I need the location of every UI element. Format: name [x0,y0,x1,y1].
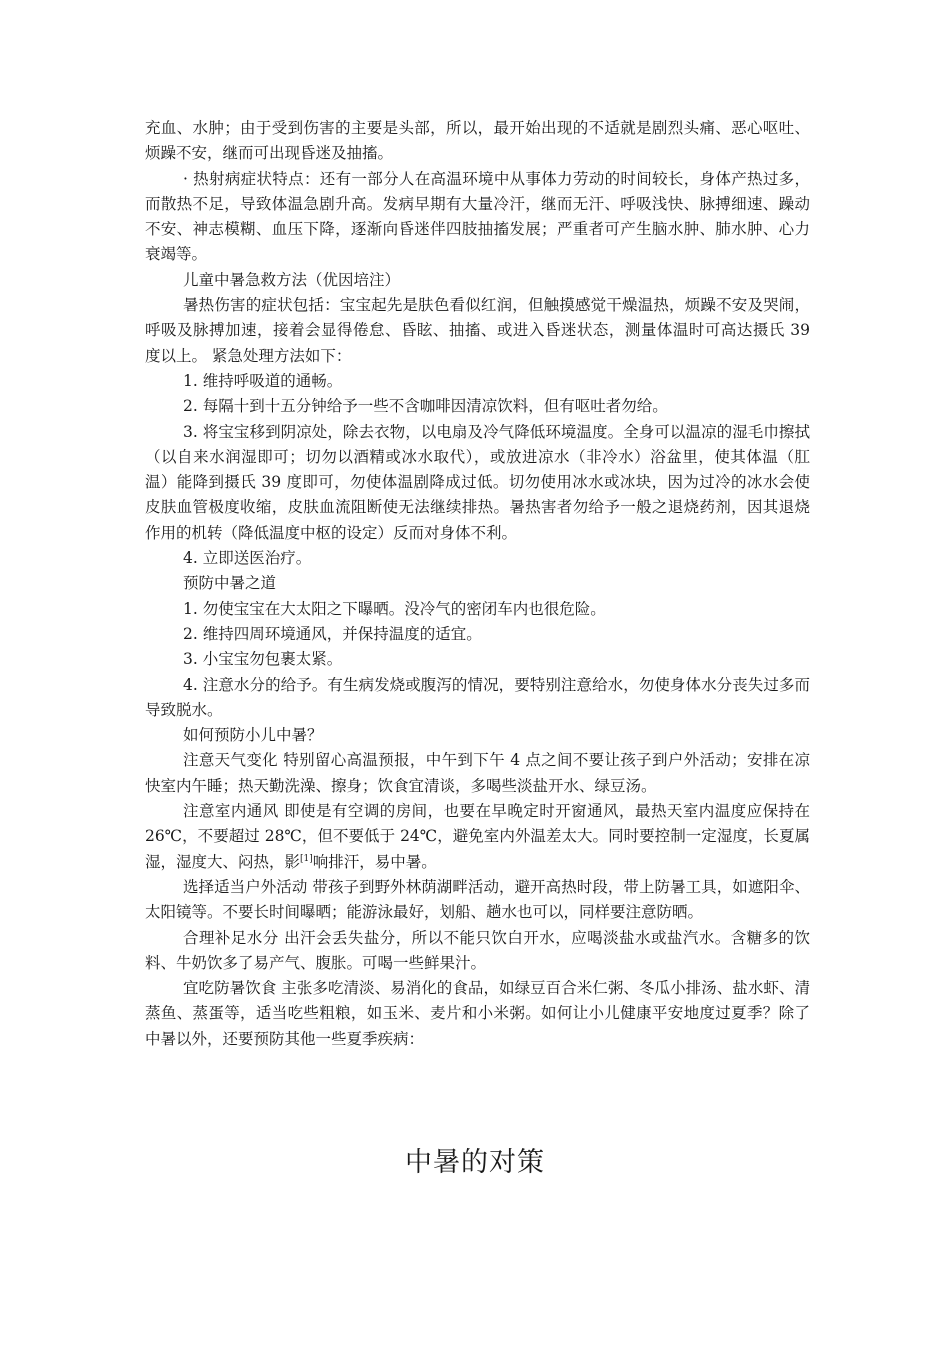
section-heading: 儿童中暑急救方法（优因培注） [183,270,401,289]
body-text [145,116,810,1052]
list-item: 3. 小宝宝勿包裹太紧。 [183,650,343,669]
list-item: 3. 将宝宝移到阴凉处，除去衣物，以电扇及冷气降低环境温度。全身可以温凉的湿毛巾擦拭（以自来水润湿即可；切勿以酒精或冰水取代），或放进凉水（非冷水）浴盆里，使其体温（肛温）能降到摄氏 39 度即可，勿使体温剧降成过低。切勿使用冰水或冰块，因为过冷的冰水会使皮肤血管极度收缩，皮肤血流阻断使无法继续排热。暑热害者勿给予一般之退烧药剂，因其退烧作用的机转（降低温度中枢的设定）反而对身体不利。 [145,422,810,542]
paragraph: 暑热伤害的症状包括：宝宝起先是肤色看似红润，但触摸感觉干燥温热，烦躁不安及哭闹，呼吸及脉搏加速，接着会显得倦怠、昏眩、抽搐、或进入昏迷状态，测量体温时可高达摄氏 39 度以上。 紧急处理方法如下： [145,296,810,365]
paragraph: 合理补足水分 出汗会丢失盐分，所以不能只饮白开水，应喝淡盐水或盐汽水。含糖多的饮料、牛奶饮多了易产气、腹胀。可喝一些鲜果汁。 [145,928,810,972]
list-item: 4. 注意水分的给予。有生病发烧或腹泻的情况，要特别注意给水，勿使身体水分丧失过多而导致脱水。 [145,675,810,719]
paragraph: 注意天气变化 特别留心高温预报，中午到下午 4 点之间不要让孩子到户外活动；安排在凉快室内午睡；热天勤洗澡、擦身；饮食宜清谈，多喝些淡盐开水、绿豆汤。 [145,751,810,795]
paragraph-text: 注意室内通风 即使是有空调的房间，也要在早晚定时开窗通风，最热天室内温度应保持在 26℃，不要超过 28℃，但不要低于 24℃，避免室内外温差太大。同时要控制一定湿度，长夏属湿，湿度大、闷热，影 [145,802,810,871]
paragraph: · 热射病症状特点：还有一部分人在高温环境中从事体力劳动的时间较长，身体产热过多，而散热不足，导致体温急剧升高。发病早期有大量冷汗，继而无汗、呼吸浅快、脉搏细速、躁动不安、神志模糊、血压下降，逐渐向昏迷伴四肢抽搐发展；严重者可产生脑水肿、肺水肿、心力衰竭等。 [145,169,810,264]
list-item: 2. 维持四周环境通风，并保持温度的适宜。 [183,624,482,643]
paragraph: 宜吃防暑饮食 主张多吃清淡、易消化的食品，如绿豆百合米仁粥、冬瓜小排汤、盐水虾、清蒸鱼、蒸蛋等，适当吃些粗粮，如玉米、麦片和小米粥。如何让小儿健康平安地度过夏季？除了中暑以外，还要预防其他一些夏季疾病： [145,979,810,1048]
list-item: 2. 每隔十到十五分钟给予一些不含咖啡因清凉饮料，但有呕吐者勿给。 [183,397,668,416]
paragraph: 选择适当户外活动 带孩子到野外林荫湖畔活动，避开高热时段，带上防暑工具，如遮阳伞、太阳镜等。不要长时间曝晒；能游泳最好，划船、趟水也可以，同样要注意防晒。 [145,877,810,922]
paragraph-text: 响排汗，易中暑。 [312,852,437,871]
section-heading: 如何预防小儿中暑？ [183,726,323,745]
paragraph: 充血、水肿；由于受到伤害的主要是头部，所以，最开始出现的不适就是剧烈头痛、恶心呕吐、烦躁不安，继而可出现昏迷及抽搐。 [145,119,810,163]
list-item: 4. 立即送医治疗。 [183,549,312,568]
citation-marker[interactable]: [1] [300,853,313,864]
paragraph [145,799,810,875]
list-item: 1. 维持呼吸道的通畅。 [183,371,343,390]
page-title: 中暑的对策 [405,1147,545,1178]
section-heading: 预防中暑之道 [183,574,277,593]
list-item: 1. 勿使宝宝在大太阳之下曝晒。没冷气的密闭车内也很危险。 [183,599,606,618]
